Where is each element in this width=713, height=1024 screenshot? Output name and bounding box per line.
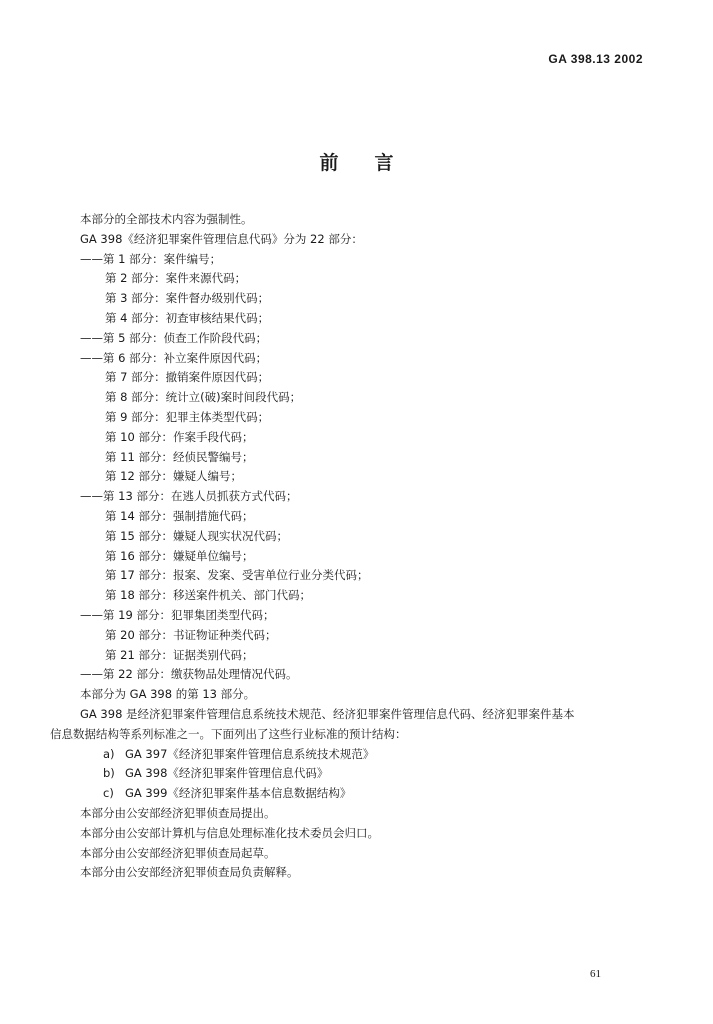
list-letter: b) [103, 766, 115, 781]
part-list-item-text: 第 3 部分：案件督办级别代码； [105, 291, 270, 306]
part-list-item [50, 408, 670, 428]
part-list-item-text: 第 8 部分：统计立(破)案时间段代码； [105, 390, 302, 405]
series-list-item [50, 745, 670, 765]
drafted-by: 本部分由公安部经济犯罪侦查局起草。 [80, 845, 276, 860]
part-list-item [50, 368, 670, 388]
part-list-item [50, 665, 670, 685]
part-list-item-text: 第 20 部分：书证物证种类代码； [105, 627, 277, 642]
series-list-item [50, 764, 670, 784]
series-paragraph-line-2: 信息数据结构等系列标准之一。下面列出了这些行业标准的预计结构： [50, 726, 407, 741]
part-list-item-text: 第 10 部分：作案手段代码； [105, 429, 254, 444]
part-list-item [50, 428, 670, 448]
part-list-item [50, 349, 670, 369]
part-list-item-text: 第 22 部分：缴获物品处理情况代码。 [103, 667, 298, 682]
centralized-by: 本部分由公安部计算机与信息处理标准化技术委员会归口。 [80, 825, 379, 840]
parts-list [50, 250, 670, 686]
part-list-item [50, 547, 670, 567]
part-list-item-text: 第 13 部分：在逃人员抓获方式代码； [103, 489, 298, 504]
part-list-item [50, 329, 670, 349]
part-list-item [50, 586, 670, 606]
part-list-item-text: 第 7 部分：撤销案件原因代码； [105, 370, 270, 385]
this-part-statement: 本部分为 GA 398 的第 13 部分。 [80, 687, 256, 702]
proposed-by: 本部分由公安部经济犯罪侦查局提出。 [80, 805, 276, 820]
parts-intro: GA 398《经济犯罪案件管理信息代码》分为 22 部分： [80, 231, 363, 246]
part-list-item [50, 507, 670, 527]
part-list-item-text: 第 11 部分：经侦民警编号； [105, 449, 254, 464]
part-list-item-text: 第 14 部分：强制措施代码； [105, 508, 254, 523]
series-list-item-text: GA 397《经济犯罪案件管理信息系统技术规范》 [125, 746, 375, 761]
list-dash: —— [80, 330, 103, 345]
list-dash: —— [80, 667, 103, 682]
part-list-item-text: 第 5 部分：侦查工作阶段代码； [103, 330, 268, 345]
mandatory-statement: 本部分的全部技术内容为强制性。 [80, 212, 253, 226]
part-list-item-text: 第 4 部分：初查审核结果代码； [105, 310, 270, 325]
part-list-item [50, 646, 670, 666]
part-list-item-text: 第 18 部分：移送案件机关、部门代码； [105, 588, 311, 603]
part-list-item [50, 448, 670, 468]
part-list-item [50, 388, 670, 408]
standard-number: GA 398.13 2002 [548, 52, 643, 66]
list-dash: —— [80, 251, 103, 266]
list-dash: —— [80, 489, 103, 504]
part-list-item-text: 第 16 部分：嫌疑单位编号； [105, 548, 254, 563]
part-list-item [50, 467, 670, 487]
part-list-item [50, 250, 670, 270]
interpreted-by: 本部分由公安部经济犯罪侦查局负责解释。 [80, 865, 299, 880]
series-list-item [50, 784, 670, 804]
part-list-item-text: 第 17 部分：报案、发案、受害单位行业分类代码； [105, 568, 369, 583]
part-list-item [50, 487, 670, 507]
part-list-item [50, 527, 670, 547]
list-letter: c) [103, 786, 114, 801]
list-dash: —— [80, 607, 103, 622]
list-dash: —— [80, 350, 103, 365]
part-list-item [50, 289, 670, 309]
part-list-item [50, 626, 670, 646]
series-paragraph-line-1: GA 398 是经济犯罪案件管理信息系统技术规范、经济犯罪案件管理信息代码、经济犯罪案件基本 [80, 706, 575, 721]
part-list-item-text: 第 1 部分：案件编号； [103, 251, 222, 266]
part-list-item-text: 第 12 部分：嫌疑人编号； [105, 469, 242, 484]
list-letter: a) [103, 746, 115, 761]
series-list-item-text: GA 399《经济犯罪案件基本信息数据结构》 [125, 786, 352, 801]
part-list-item [50, 309, 670, 329]
page-number: 61 [590, 968, 601, 980]
part-list-item-text: 第 6 部分：补立案件原因代码； [103, 350, 268, 365]
part-list-item-text: 第 2 部分：案件来源代码； [105, 271, 247, 286]
part-list-item [50, 269, 670, 289]
part-list-item-text: 第 15 部分：嫌疑人现实状况代码； [105, 528, 288, 543]
series-list-item-text: GA 398《经济犯罪案件管理信息代码》 [125, 766, 329, 781]
part-list-item [50, 566, 670, 586]
part-list-item-text: 第 21 部分：证据类别代码； [105, 647, 254, 662]
part-list-item [50, 606, 670, 626]
document-body [50, 210, 670, 883]
part-list-item-text: 第 9 部分：犯罪主体类型代码； [105, 409, 270, 424]
series-list [50, 745, 670, 804]
part-list-item-text: 第 19 部分：犯罪集团类型代码； [103, 607, 275, 622]
page-title: 前言 [319, 152, 430, 174]
